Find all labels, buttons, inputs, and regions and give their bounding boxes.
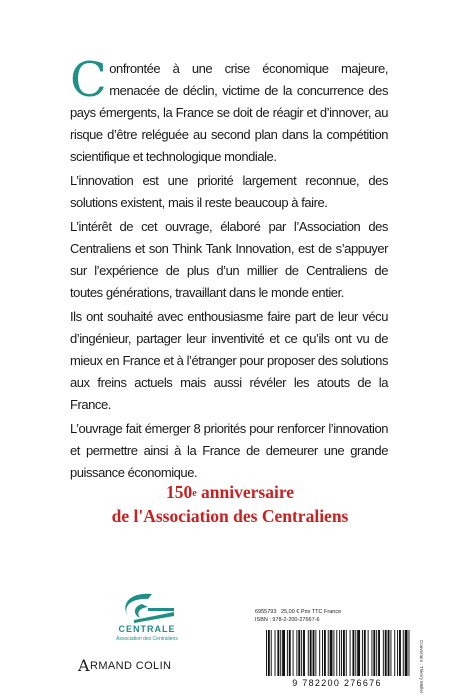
barcode-bar <box>376 630 377 676</box>
barcode-bar <box>371 630 372 676</box>
barcode-bar <box>385 630 387 676</box>
anniversary-word: anniversaire <box>196 482 295 502</box>
cover-credit: Couverture : Thierry Müller <box>419 640 424 694</box>
barcode-bar <box>399 630 401 676</box>
barcode-bar <box>397 630 398 676</box>
barcode-bar <box>368 630 369 676</box>
barcode-bar <box>324 630 326 676</box>
barcode-bar <box>364 630 366 676</box>
barcode-bar <box>394 630 395 676</box>
barcode-bar <box>339 630 340 676</box>
barcode-bar <box>319 630 320 676</box>
barcode-bar <box>357 630 360 676</box>
barcode-bar <box>352 630 354 676</box>
anniversary-superscript: e <box>192 488 197 499</box>
barcode-bar <box>313 630 315 676</box>
barcode-bar <box>383 630 384 676</box>
barcode-bar <box>308 630 309 676</box>
centrale-swoosh-icon <box>112 590 182 624</box>
anniversary-line-1 <box>60 480 400 504</box>
barcode-bar <box>289 630 291 676</box>
barcode-bar <box>341 630 342 676</box>
barcode-bar <box>373 630 375 676</box>
paragraph-4: Ils ont souhaité avec enthousiasme faire part de leur vécu d’ingénieur, partager leur inventivité et ce qu’ils ont vu de mieux en France et à l’étranger pour proposer des solutions aux freins actuels mais aussi révéler les atouts de la France. <box>70 309 388 412</box>
paragraph-3: L’intérêt de cet ouvrage, élaboré par l’Association des Centraliens et son Think Tank Innovation, est de s’appuyer sur l’expérience de plus d’un millier de Centraliens de toutes générations, travaillant dans le monde entier. <box>70 219 388 300</box>
barcode-bar <box>350 630 351 676</box>
barcode-bar <box>355 630 356 676</box>
barcode-bar <box>275 630 276 676</box>
price-line <box>255 608 415 616</box>
barcode-bar <box>333 630 334 676</box>
anniversary-number: 150 <box>165 482 193 502</box>
barcode-bar <box>315 630 316 676</box>
price-block <box>255 608 415 624</box>
barcode-bar <box>343 630 345 676</box>
drop-cap: C <box>70 52 107 108</box>
barcode-bar <box>409 630 410 676</box>
barcode-bar <box>277 630 279 676</box>
publisher-initial: A <box>78 656 90 675</box>
barcode-bar <box>388 630 390 676</box>
barcode-bar <box>322 630 323 676</box>
barcode-bar <box>330 630 333 676</box>
barcode-bar <box>271 630 272 676</box>
price: 25,00 € Prix TTC France <box>281 609 342 615</box>
publisher-name: RMAND COLIN <box>89 660 172 672</box>
barcode <box>256 628 418 690</box>
barcode-bar <box>296 630 297 676</box>
paragraph-2: L’innovation est une priorité largement reconnue, des solutions existent, mais il reste beaucoup à faire. <box>70 173 388 210</box>
barcode-bar <box>266 630 267 676</box>
barcode-bar <box>405 630 408 676</box>
barcode-number: 9 782200 276676 <box>292 678 382 688</box>
barcode-bar <box>282 630 285 676</box>
product-code: 6955793 <box>255 609 277 615</box>
barcode-bar <box>268 630 270 676</box>
barcode-bar <box>403 630 404 676</box>
barcode-bar <box>301 630 302 676</box>
barcode-bars <box>256 628 418 678</box>
description-text <box>70 52 388 486</box>
paragraph-5: L’ouvrage fait émerger 8 priorités pour renforcer l’innovation et permettre ainsi à la France de demeurer une grande puissance économique. <box>70 421 388 480</box>
barcode-bar <box>336 630 337 676</box>
publisher-logo <box>78 656 171 675</box>
barcode-bar <box>346 630 347 676</box>
paragraph-1-text: onfrontée à une crise économique majeure, menacée de déclin, victime de la concurrence des pays émergents, la France se doit de réagir et d’innover, au risque d’être reléguée au second plan dans la compétition scientifique et technologique mondiale. <box>70 61 388 164</box>
barcode-bar <box>328 630 329 676</box>
barcode-bar <box>362 630 363 676</box>
centrale-name: CENTRALE <box>118 624 176 634</box>
barcode-bar <box>298 630 300 676</box>
barcode-bar <box>310 630 312 676</box>
barcode-bar <box>293 630 294 676</box>
barcode-bar <box>287 630 288 676</box>
paragraph-1 <box>70 52 388 168</box>
barcode-bar <box>390 630 391 676</box>
isbn: ISBN : 978-2-200-27667-6 <box>255 617 320 623</box>
barcode-bar <box>280 630 281 676</box>
barcode-bar <box>303 630 305 676</box>
anniversary-line-2: de l'Association des Centraliens <box>111 506 349 526</box>
centrale-subtitle: Association des Centraliens <box>116 636 178 642</box>
barcode-bar <box>378 630 380 676</box>
anniversary-heading <box>60 480 400 528</box>
